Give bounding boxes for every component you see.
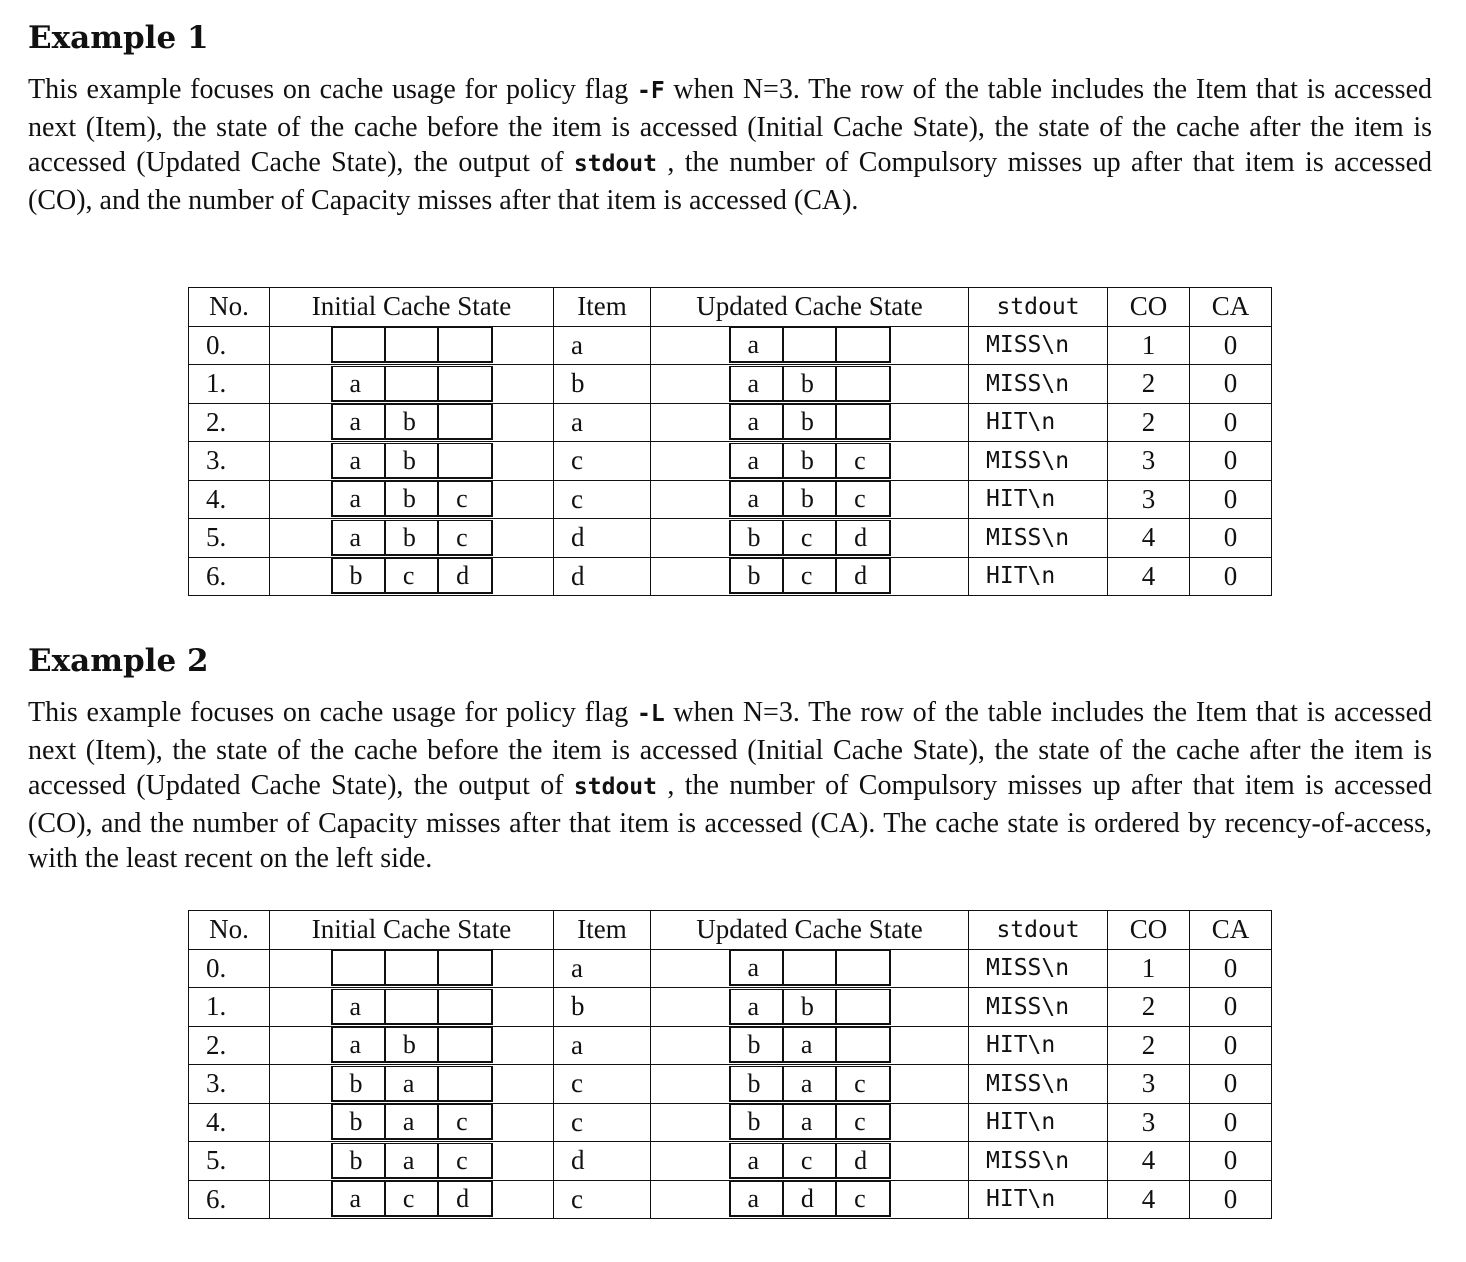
cell-ca: 0 <box>1190 365 1272 404</box>
cache-slot: a <box>333 367 386 400</box>
cell-no: 2. <box>189 1026 270 1065</box>
cell-initial-state <box>270 1026 554 1065</box>
example-1-desc-mid: when N=3. The row of the table includes the Item that is accessed next (Item), the state of the cache before the item is accessed (Initial Cache State), the state of the cache after the item is accessed (Updated Cache State), the output of <box>28 74 1432 179</box>
header-updated-state: Updated Cache State <box>651 911 969 950</box>
cell-stdout: MISS\n <box>969 949 1108 988</box>
cache-slots <box>729 520 891 556</box>
cache-slot: d <box>784 1182 837 1215</box>
cache-slot: b <box>784 444 837 477</box>
cache-slot: a <box>333 405 386 438</box>
table-row <box>189 326 1272 365</box>
example-2-desc-pre: This example focuses on cache usage for policy flag <box>28 697 637 728</box>
cache-slots <box>331 520 493 556</box>
cache-slot: c <box>784 521 837 554</box>
example-2-stdout-word: stdout <box>573 774 657 801</box>
cache-slots <box>729 558 891 594</box>
cell-stdout: HIT\n <box>969 1180 1108 1219</box>
cache-slot: c <box>784 559 837 592</box>
cache-slot: c <box>854 1184 866 1214</box>
cache-slot <box>439 990 490 1023</box>
table-row <box>189 442 1272 481</box>
header-ca: CA <box>1190 288 1272 327</box>
cache-slot: a <box>333 990 386 1023</box>
cell-ca: 0 <box>1190 519 1272 558</box>
cache-slot: a <box>784 1067 837 1100</box>
cell-ca: 0 <box>1190 557 1272 596</box>
cell-updated-state <box>651 557 969 596</box>
cache-slot: b <box>731 559 784 592</box>
header-initial-state: Initial Cache State <box>270 911 554 950</box>
table-row <box>189 557 1272 596</box>
cell-no: 1. <box>189 365 270 404</box>
cell-co: 1 <box>1108 326 1190 365</box>
cell-item: c <box>554 480 651 519</box>
cache-slot <box>837 328 888 361</box>
cache-slot: b <box>784 367 837 400</box>
cell-updated-state <box>651 949 969 988</box>
cell-updated-state <box>651 480 969 519</box>
cache-slot: b <box>333 559 386 592</box>
cache-slots <box>729 1027 891 1063</box>
cache-slot: a <box>784 1028 837 1061</box>
example-2-table <box>188 910 1272 1219</box>
cache-slots <box>331 1066 493 1102</box>
cache-slot: a <box>333 521 386 554</box>
cache-slots <box>331 481 493 517</box>
cache-slots <box>729 481 891 517</box>
example-1-heading: Example 1 <box>28 20 209 56</box>
cell-stdout: HIT\n <box>969 1026 1108 1065</box>
cache-slot: b <box>333 1105 386 1138</box>
cache-slot: b <box>784 482 837 515</box>
cell-item: c <box>554 442 651 481</box>
cell-ca: 0 <box>1190 326 1272 365</box>
cache-slot <box>439 951 490 984</box>
cache-slots <box>331 404 493 440</box>
cache-slot: c <box>456 522 468 552</box>
cache-slots <box>331 1181 493 1217</box>
cache-slot: b <box>731 1028 784 1061</box>
cache-slot: c <box>456 1145 468 1175</box>
cell-no: 3. <box>189 1065 270 1104</box>
cache-slots <box>729 989 891 1025</box>
cache-slots <box>729 327 891 363</box>
cell-ca: 0 <box>1190 1026 1272 1065</box>
cell-stdout: MISS\n <box>969 365 1108 404</box>
cache-slot: d <box>854 522 868 552</box>
cache-slot: b <box>784 405 837 438</box>
cache-slot <box>837 405 888 438</box>
cache-slot <box>386 990 439 1023</box>
cell-stdout: HIT\n <box>969 480 1108 519</box>
cell-stdout: MISS\n <box>969 442 1108 481</box>
cell-ca: 0 <box>1190 949 1272 988</box>
cell-item: c <box>554 1065 651 1104</box>
cell-initial-state <box>270 1142 554 1181</box>
example-2-section <box>28 641 1432 877</box>
example-1-desc-pre: This example focuses on cache usage for policy flag <box>28 74 637 105</box>
cache-slot <box>386 328 439 361</box>
cell-stdout: MISS\n <box>969 1142 1108 1181</box>
cache-slot: b <box>731 521 784 554</box>
header-stdout: stdout <box>969 911 1108 950</box>
header-updated-state: Updated Cache State <box>651 288 969 327</box>
cache-slot: c <box>456 484 468 514</box>
cache-slots <box>331 327 493 363</box>
cache-slot: a <box>731 482 784 515</box>
cache-slot: c <box>854 445 866 475</box>
cache-slot: b <box>731 1105 784 1138</box>
cell-stdout: MISS\n <box>969 326 1108 365</box>
cache-slots <box>729 1104 891 1140</box>
cell-stdout: MISS\n <box>969 519 1108 558</box>
cell-updated-state <box>651 442 969 481</box>
cache-slots <box>729 443 891 479</box>
cell-ca: 0 <box>1190 1103 1272 1142</box>
cell-co: 4 <box>1108 557 1190 596</box>
cache-slot <box>386 951 439 984</box>
cache-slot: c <box>854 1107 866 1137</box>
cell-co: 2 <box>1108 365 1190 404</box>
cache-slot: c <box>456 1107 468 1137</box>
table-row <box>189 403 1272 442</box>
cache-slots <box>331 989 493 1025</box>
header-ca: CA <box>1190 911 1272 950</box>
cell-stdout: MISS\n <box>969 1065 1108 1104</box>
table-header-row <box>189 911 1272 950</box>
cell-item: a <box>554 326 651 365</box>
cell-ca: 0 <box>1190 403 1272 442</box>
cell-initial-state <box>270 365 554 404</box>
table-row <box>189 1103 1272 1142</box>
table-row <box>189 519 1272 558</box>
cache-slot: b <box>386 405 439 438</box>
cell-updated-state <box>651 1026 969 1065</box>
cell-ca: 0 <box>1190 1180 1272 1219</box>
cell-no: 4. <box>189 1103 270 1142</box>
cache-slots <box>331 558 493 594</box>
table-row <box>189 365 1272 404</box>
cache-slot: c <box>386 1182 439 1215</box>
cache-slot <box>784 951 837 984</box>
cell-item: a <box>554 1026 651 1065</box>
cache-slots <box>331 1027 493 1063</box>
cell-stdout: HIT\n <box>969 557 1108 596</box>
cache-slot: a <box>731 1144 784 1177</box>
cell-co: 3 <box>1108 1065 1190 1104</box>
cache-slot: a <box>731 444 784 477</box>
cell-updated-state <box>651 519 969 558</box>
example-1-description <box>28 72 1432 218</box>
cache-slot: a <box>731 990 784 1023</box>
cache-slot: b <box>386 482 439 515</box>
example-2-flag: -L <box>636 701 665 727</box>
cache-slot: a <box>386 1067 439 1100</box>
cache-slot: b <box>386 1028 439 1061</box>
example-2-desc-post: , the number of Compulsory misses up after that item is accessed (CO), and the number of Capacity misses after that item is accessed (CA). The cache state is ordered by recency-of-access, with the least recent on the left side. <box>28 770 1432 875</box>
cache-slot <box>439 328 490 361</box>
cache-slots <box>331 443 493 479</box>
cell-initial-state <box>270 519 554 558</box>
cache-slot <box>439 1067 490 1100</box>
cache-slot: b <box>333 1144 386 1177</box>
cache-slots <box>729 404 891 440</box>
cell-ca: 0 <box>1190 480 1272 519</box>
header-initial-state: Initial Cache State <box>270 288 554 327</box>
cell-co: 3 <box>1108 1103 1190 1142</box>
cell-item: a <box>554 403 651 442</box>
cache-slots <box>729 950 891 986</box>
cache-slot <box>439 367 490 400</box>
cache-slot <box>439 444 490 477</box>
cache-slots <box>331 950 493 986</box>
cache-slot <box>333 951 386 984</box>
header-no: No. <box>189 288 270 327</box>
cell-item: b <box>554 365 651 404</box>
cache-slot: a <box>731 405 784 438</box>
cache-slot: c <box>386 559 439 592</box>
cache-slot: a <box>333 482 386 515</box>
example-1-stdout-word: stdout <box>573 151 657 178</box>
cell-stdout: HIT\n <box>969 1103 1108 1142</box>
example-2-heading: Example 2 <box>28 643 209 679</box>
cell-co: 2 <box>1108 403 1190 442</box>
header-item: Item <box>554 288 651 327</box>
cell-co: 2 <box>1108 988 1190 1027</box>
header-co: CO <box>1108 911 1190 950</box>
cell-initial-state <box>270 557 554 596</box>
cache-slot: d <box>456 561 470 591</box>
cell-item: c <box>554 1180 651 1219</box>
cache-slot <box>439 405 490 438</box>
header-stdout: stdout <box>969 288 1108 327</box>
cell-co: 4 <box>1108 1180 1190 1219</box>
header-item: Item <box>554 911 651 950</box>
cache-slot: a <box>386 1105 439 1138</box>
cell-co: 4 <box>1108 1142 1190 1181</box>
cell-item: d <box>554 519 651 558</box>
cell-no: 1. <box>189 988 270 1027</box>
cell-no: 0. <box>189 949 270 988</box>
cache-slot: a <box>333 444 386 477</box>
cell-ca: 0 <box>1190 442 1272 481</box>
table-row <box>189 1065 1272 1104</box>
header-no: No. <box>189 911 270 950</box>
example-1-flag: -F <box>636 78 665 104</box>
cell-no: 0. <box>189 326 270 365</box>
cache-slots <box>729 366 891 402</box>
cell-initial-state <box>270 949 554 988</box>
cell-no: 2. <box>189 403 270 442</box>
cache-slot <box>439 1028 490 1061</box>
cache-slot: d <box>456 1184 470 1214</box>
cell-no: 5. <box>189 519 270 558</box>
cell-co: 4 <box>1108 519 1190 558</box>
cache-slot: b <box>386 521 439 554</box>
cell-updated-state <box>651 1142 969 1181</box>
cell-co: 3 <box>1108 442 1190 481</box>
cache-slot: d <box>854 561 868 591</box>
cache-slot: a <box>731 1182 784 1215</box>
cell-initial-state <box>270 988 554 1027</box>
cache-slot <box>837 951 888 984</box>
cell-initial-state <box>270 1065 554 1104</box>
cell-no: 6. <box>189 1180 270 1219</box>
cache-slot: c <box>784 1144 837 1177</box>
cell-updated-state <box>651 403 969 442</box>
example-1-section <box>28 18 1432 218</box>
cache-slot: b <box>731 1067 784 1100</box>
cache-slot: a <box>386 1144 439 1177</box>
example-2-description <box>28 695 1432 877</box>
cell-no: 5. <box>189 1142 270 1181</box>
cell-updated-state <box>651 1103 969 1142</box>
cache-slot: b <box>333 1067 386 1100</box>
cell-updated-state <box>651 365 969 404</box>
cell-initial-state <box>270 1180 554 1219</box>
table-row <box>189 480 1272 519</box>
cell-item: a <box>554 949 651 988</box>
cell-ca: 0 <box>1190 1142 1272 1181</box>
example-1-desc-post: , the number of Compulsory misses up after that item is accessed (CO), and the number of Capacity misses after that item is accessed (CA). <box>28 147 1432 216</box>
cell-item: d <box>554 557 651 596</box>
cell-no: 6. <box>189 557 270 596</box>
cache-slot <box>784 328 837 361</box>
cache-slot: a <box>784 1105 837 1138</box>
cache-slot <box>837 990 888 1023</box>
cache-slots <box>331 366 493 402</box>
cache-slot: c <box>854 1068 866 1098</box>
cell-item: d <box>554 1142 651 1181</box>
cache-slot: a <box>731 367 784 400</box>
cell-no: 3. <box>189 442 270 481</box>
cache-slots <box>331 1104 493 1140</box>
cache-slot <box>386 367 439 400</box>
table-row <box>189 949 1272 988</box>
example-2-desc-mid: when N=3. The row of the table includes the Item that is accessed next (Item), the state of the cache before the item is accessed (Initial Cache State), the state of the cache after the item is accessed (Updated Cache State), the output of <box>28 697 1432 802</box>
table-row <box>189 1026 1272 1065</box>
cell-co: 3 <box>1108 480 1190 519</box>
table-row <box>189 1142 1272 1181</box>
cell-co: 2 <box>1108 1026 1190 1065</box>
cell-ca: 0 <box>1190 1065 1272 1104</box>
cell-initial-state <box>270 480 554 519</box>
cache-slot: a <box>333 1028 386 1061</box>
cell-item: c <box>554 1103 651 1142</box>
example-1-table <box>188 287 1272 596</box>
table-row <box>189 988 1272 1027</box>
cell-stdout: HIT\n <box>969 403 1108 442</box>
cell-updated-state <box>651 1180 969 1219</box>
cache-slot: d <box>854 1145 868 1175</box>
cache-slot <box>837 367 888 400</box>
cache-slot <box>333 328 386 361</box>
cache-slots <box>729 1181 891 1217</box>
cell-co: 1 <box>1108 949 1190 988</box>
cell-item: b <box>554 988 651 1027</box>
cache-slot: a <box>731 328 784 361</box>
cell-no: 4. <box>189 480 270 519</box>
cell-initial-state <box>270 442 554 481</box>
cache-slots <box>729 1066 891 1102</box>
cell-initial-state <box>270 326 554 365</box>
cache-slot: a <box>333 1182 386 1215</box>
cache-slot: a <box>731 951 784 984</box>
cache-slot: c <box>854 484 866 514</box>
cache-slots <box>729 1143 891 1179</box>
cache-slot <box>837 1028 888 1061</box>
table-row <box>189 1180 1272 1219</box>
cell-stdout: MISS\n <box>969 988 1108 1027</box>
table-header-row <box>189 288 1272 327</box>
cell-updated-state <box>651 1065 969 1104</box>
cell-initial-state <box>270 1103 554 1142</box>
cell-initial-state <box>270 403 554 442</box>
cell-ca: 0 <box>1190 988 1272 1027</box>
cache-slot: b <box>784 990 837 1023</box>
cache-slots <box>331 1143 493 1179</box>
header-co: CO <box>1108 288 1190 327</box>
cache-slot: b <box>386 444 439 477</box>
cell-updated-state <box>651 326 969 365</box>
cell-updated-state <box>651 988 969 1027</box>
